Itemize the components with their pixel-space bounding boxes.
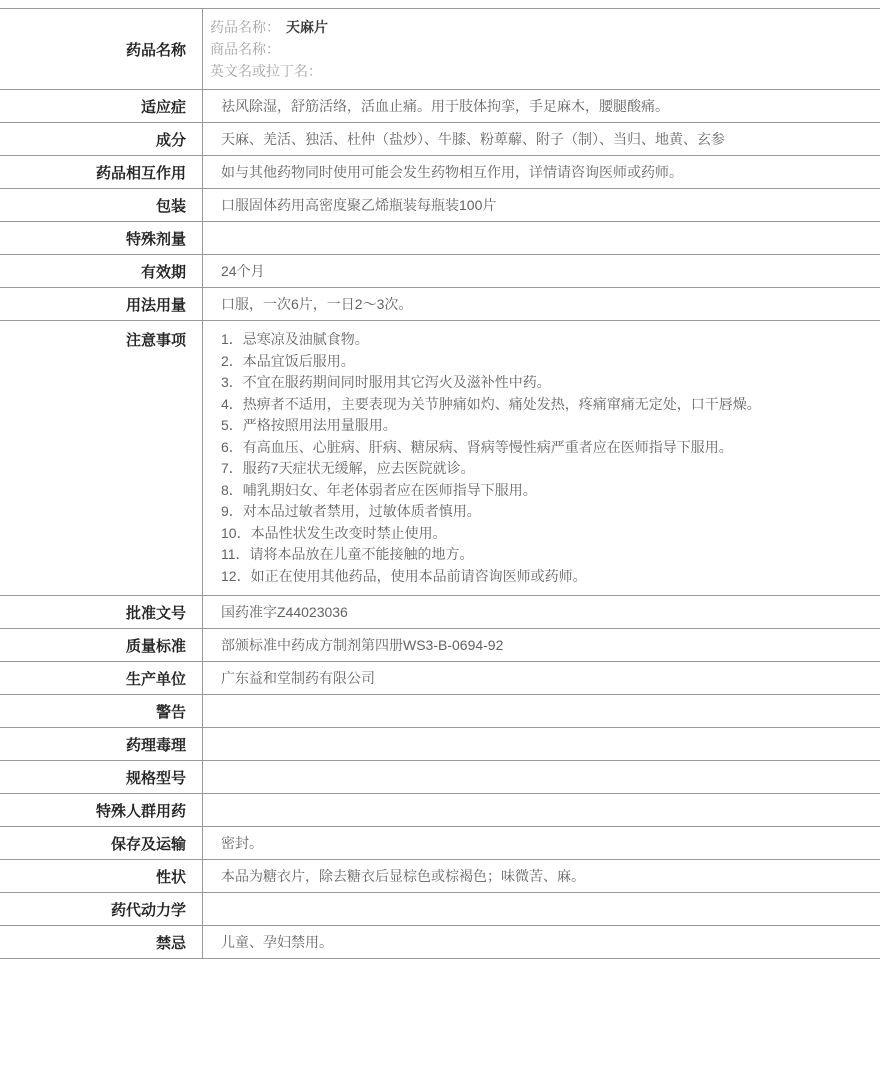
name-field-label: 英文名或拉丁名： [210, 63, 322, 79]
row-label: 保存及运输 [0, 827, 203, 859]
row-label: 药代动力学 [0, 893, 203, 925]
row-label: 药理毒理 [0, 728, 203, 760]
precaution-item: 1．忌寒凉及油腻食物。 [221, 331, 369, 347]
row-content [203, 222, 880, 254]
precaution-item: 8．哺乳期妇女、年老体弱者应在医师指导下服用。 [221, 481, 537, 498]
row-label: 注意事项 [0, 321, 203, 595]
name-field [210, 60, 866, 82]
row-label: 警告 [0, 695, 203, 727]
row-label: 质量标准 [0, 629, 203, 661]
row-label: 特殊剂量 [0, 222, 203, 254]
row-label: 成分 [0, 123, 203, 155]
table-row-special-dosage [0, 222, 880, 255]
row-label: 规格型号 [0, 761, 203, 793]
table-row-interactions [0, 156, 880, 189]
table-row-properties [0, 860, 880, 893]
name-field-value [322, 63, 328, 79]
table-row-packaging [0, 189, 880, 222]
row-content: 儿童、孕妇禁用。 [221, 934, 333, 950]
table-row-ingredients [0, 123, 880, 156]
table-row-drug-name [0, 9, 880, 90]
name-field-value [280, 41, 286, 57]
table-row-manufacturer [0, 662, 880, 695]
table-row-contraindications [0, 926, 880, 959]
table-row-storage [0, 827, 880, 860]
precaution-item: 11．请将本品放在儿童不能接触的地方。 [221, 546, 474, 562]
row-content: 口服，一次6片，一日2～3次。 [221, 296, 413, 312]
precaution-item: 2．本品宜饭后服用。 [221, 352, 355, 369]
precaution-item: 4．热痹者不适用，主要表现为关节肿痛如灼、痛处发热，疼痛窜痛无定处，口干唇燥。 [221, 395, 761, 412]
row-label: 禁忌 [0, 926, 203, 958]
row-content: 24个月 [221, 263, 265, 279]
row-label: 性状 [0, 860, 203, 892]
table-row-pharmacokinetics [0, 893, 880, 926]
row-label: 适应症 [0, 90, 203, 122]
table-row-shelf-life [0, 255, 880, 288]
row-content [203, 321, 880, 595]
drug-info-table [0, 8, 880, 959]
row-label: 药品名称 [0, 9, 203, 89]
row-content [203, 893, 880, 925]
table-row-approval-number [0, 596, 880, 629]
name-field [210, 38, 866, 60]
row-content: 部颁标准中药成方制剂第四册WS3-B-0694-92 [221, 637, 504, 653]
name-field-label: 药品名称： [210, 19, 280, 35]
table-row-special-populations [0, 794, 880, 827]
row-content: 本品为糖衣片，除去糖衣后显棕色或棕褐色；味微苦、麻。 [221, 868, 585, 884]
row-content: 密封。 [221, 835, 263, 851]
table-row-specification [0, 761, 880, 794]
row-label: 有效期 [0, 255, 203, 287]
row-content [203, 728, 880, 760]
table-row-precautions [0, 321, 880, 596]
row-label: 用法用量 [0, 288, 203, 320]
row-content [203, 794, 880, 826]
table-row-pharmacology [0, 728, 880, 761]
precaution-item: 7．服药7天症状无缓解，应去医院就诊。 [221, 460, 475, 476]
table-row-quality-standard [0, 629, 880, 662]
row-label: 批准文号 [0, 596, 203, 628]
name-field [210, 16, 866, 38]
precaution-item: 10．本品性状发生改变时禁止使用。 [221, 524, 447, 541]
row-content: 如与其他药物同时使用可能会发生药物相互作用，详情请咨询医师或药师。 [221, 164, 683, 180]
table-row-indications [0, 90, 880, 123]
precaution-item: 3．不宜在服药期间同时服用其它泻火及滋补性中药。 [221, 374, 551, 390]
row-content: 口服固体药用高密度聚乙烯瓶装每瓶装100片 [221, 197, 497, 213]
precaution-item: 12．如正在使用其他药品，使用本品前请咨询医师或药师。 [221, 567, 587, 584]
precaution-item: 5．严格按照用法用量服用。 [221, 417, 397, 433]
row-content [203, 9, 880, 89]
row-label: 生产单位 [0, 662, 203, 694]
precaution-item: 6．有高血压、心脏病、肝病、糖尿病、肾病等慢性病严重者应在医师指导下服用。 [221, 438, 733, 455]
row-label: 包装 [0, 189, 203, 221]
table-row-dosage [0, 288, 880, 321]
row-label: 特殊人群用药 [0, 794, 203, 826]
row-content [203, 695, 880, 727]
row-content [203, 761, 880, 793]
table-row-warning [0, 695, 880, 728]
row-content: 国药准字Z44023036 [221, 604, 348, 620]
precaution-item: 9．对本品过敏者禁用，过敏体质者慎用。 [221, 503, 481, 519]
name-field-label: 商品名称： [210, 41, 280, 57]
name-field-value: 天麻片 [286, 19, 328, 35]
row-content: 天麻、羌活、独活、杜仲（盐炒）、牛膝、粉萆薢、附子（制）、当归、地黄、玄参 [221, 131, 725, 147]
row-content: 广东益和堂制药有限公司 [221, 670, 375, 686]
row-label: 药品相互作用 [0, 156, 203, 188]
row-content: 祛风除湿，舒筋活络，活血止痛。用于肢体拘挛，手足麻木，腰腿酸痛。 [221, 98, 669, 114]
